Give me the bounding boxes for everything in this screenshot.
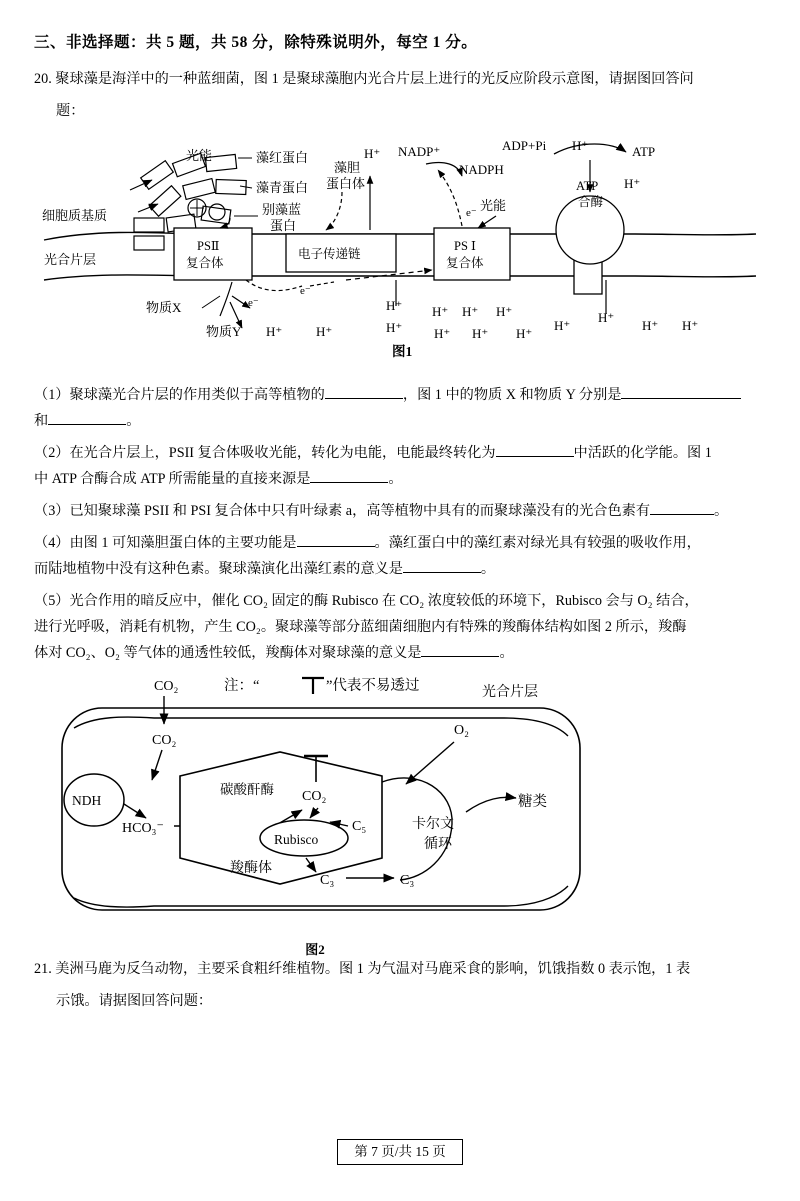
fig1-hplus-b11: H⁺ (554, 318, 571, 333)
page-footer (0, 1139, 800, 1165)
fig2-ndh-label: NDH (72, 793, 102, 808)
question-20-number: 20. (34, 71, 52, 87)
part-1-text-d: 。 (126, 413, 141, 429)
answer-blank[interactable] (650, 514, 714, 515)
answer-blank[interactable] (48, 424, 126, 425)
fig1-allophycocyanin-label-2: 蛋白 (270, 218, 297, 233)
fig1-atpsynthase-label-1: ATP (576, 179, 599, 193)
part-3-label: （3） (34, 503, 70, 519)
fig1-hplus-b12: H⁺ (598, 310, 615, 325)
question-20-stem-line1: 聚球藻是海洋中的一种蓝细菌，图 1 是聚球藻胞内光合片层上进行的光反应阶段示意图，请据图回答问 (55, 71, 694, 87)
part-1-text-b: ，图 1 中的物质 X 和物质 Y 分别是 (402, 387, 622, 403)
section-heading: 三、非选择题：共 5 题，共 58 分，除特殊说明外，每空 1 分。 (34, 34, 478, 51)
question-20-part-2 (34, 440, 766, 492)
figure-1-svg (34, 130, 766, 378)
fig2-thylakoid-label: 光合片层 (482, 685, 538, 700)
fig1-substance-y-label: 物质Y (206, 324, 242, 339)
question-20-part-4 (34, 530, 766, 582)
part-2-text-b: 中活跃的化学能。图 1 (573, 445, 712, 461)
part-2-text-d: 。 (388, 471, 403, 487)
answer-blank[interactable] (421, 656, 499, 657)
fig1-psii-label-2: 复合体 (186, 256, 224, 270)
figure-1-caption: 图1 (392, 344, 413, 359)
fig1-hplus-b1: H⁺ (266, 324, 283, 339)
fig2-co2-inside: CO₂ (152, 733, 177, 748)
part-2-label: （2） (34, 445, 70, 461)
part-5-text-b: 进行光呼吸，消耗有机物，产生 CO₂。聚球藻等部分蓝细菌细胞内有特殊的羧酶体结构如图 2 所示，羧酶 (34, 619, 687, 635)
fig1-hplus-b2: H⁺ (316, 324, 333, 339)
fig1-hplus-b7: H⁺ (496, 304, 513, 319)
fig1-hplus-top-3: H⁺ (624, 176, 641, 191)
part-3-text-b: 。 (714, 503, 729, 519)
figure-1 (34, 130, 766, 378)
fig1-hplus-top-2: H⁺ (572, 138, 589, 153)
fig1-hplus-b9: H⁺ (472, 326, 489, 341)
fig1-eminus-x: e⁻ (248, 297, 259, 309)
part-5-text-c: 体对 CO₂、O₂ 等气体的通透性较低，羧酶体对聚球藻的意义是 (34, 645, 422, 661)
fig1-atp-label: ATP (632, 144, 656, 159)
fig1-psii-label-1: PSⅡ (197, 239, 220, 253)
fig2-calvin-label-2: 循环 (424, 837, 452, 852)
fig1-hplus-b14: H⁺ (682, 318, 699, 333)
question-21-number: 21. (34, 961, 52, 977)
fig1-light-energy-2: 光能 (480, 198, 507, 213)
fig2-c3-left: C₃ (320, 873, 335, 888)
fig1-psi-label-1: PS Ⅰ (454, 239, 476, 253)
page-content (34, 30, 766, 1020)
fig2-sugar-label: 糖类 (518, 794, 547, 810)
part-3-text-a: 已知聚球藻 PSII 和 PSI 复合体中只有叶绿素 a，高等植物中具有的而聚球藻没有的光合色素有 (69, 503, 651, 519)
part-2-text-a: 在光合片层上，PSII 复合体吸收光能，转化为电能，电能最终转化为 (69, 445, 496, 461)
part-1-text-a: 聚球藻光合片层的作用类似于高等植物的 (69, 387, 325, 403)
fig2-carbonic-anhydrase-label: 碳酸酐酶 (220, 782, 274, 797)
part-4-text-b: 。藻红蛋白中的藻红素对绿光具有较强的吸收作用， (374, 535, 701, 551)
fig2-co2-mid: CO₂ (302, 789, 327, 804)
question-20-part-5 (34, 588, 766, 666)
question-20-stem-line2-wrap (34, 98, 766, 124)
part-5-text-a: 光合作用的暗反应中，催化 CO₂ 固定的酶 Rubisco 在 CO₂ 浓度较低的环境下，Rubisco 会与 O₂ 结合， (69, 593, 699, 609)
figure-2-caption: 图2 (305, 942, 325, 957)
answer-blank[interactable] (297, 546, 375, 547)
part-4-text-c: 而陆地植物中没有这种色素。聚球藻演化出藻红素的意义是 (34, 561, 403, 577)
part-4-text-a: 由图 1 可知藻胆蛋白体的主要功能是 (69, 535, 297, 551)
fig1-eminus-psi: e⁻ (466, 207, 477, 219)
answer-blank[interactable] (310, 482, 388, 483)
answer-blank[interactable] (496, 456, 574, 457)
fig2-co2-outside: CO₂ (154, 679, 179, 694)
part-5-label: （5） (34, 593, 70, 609)
fig1-hplus-b4: H⁺ (386, 320, 403, 335)
fig1-psi-label-2: 复合体 (446, 256, 484, 270)
part-4-text-d: 。 (480, 561, 496, 577)
fig1-nadp-label: NADP⁺ (398, 144, 441, 159)
fig1-allophycocyanin-label-1: 别藻蓝 (262, 202, 302, 217)
fig2-note: 注：“ (224, 678, 260, 694)
fig1-adp-pi-label: ADP+Pi (502, 138, 547, 153)
question-21-stem-line2-wrap (34, 988, 766, 1014)
fig1-hplus-top-1: H⁺ (364, 146, 381, 161)
block-symbol-icon (302, 678, 324, 694)
fig1-nadph-label: NADPH (459, 162, 504, 177)
question-20-stem-line2: 题： (56, 103, 85, 119)
fig1-phycobilisome-label-1: 藻胆 (334, 160, 361, 175)
fig2-rubisco-label: Rubisco (274, 832, 319, 847)
fig1-etc-label: 电子传递链 (298, 247, 361, 261)
fig1-hplus-b5: H⁺ (432, 304, 449, 319)
part-4-label: （4） (34, 535, 70, 551)
figure-2-svg (34, 672, 766, 940)
fig1-eminus-etc1: e⁻ (300, 285, 311, 297)
fig2-note-2: ”代表不易透过 (326, 678, 420, 694)
fig1-phycoerythrin-label: 藻红蛋白 (256, 150, 309, 165)
fig2-hco3-left: HCO₃⁻ (122, 821, 164, 836)
fig1-substance-x-label: 物质X (146, 300, 182, 315)
question-21-stem-line2: 示饿。请据图回答问题： (56, 993, 213, 1009)
question-20-part-1 (34, 382, 766, 434)
fig1-hplus-b6: H⁺ (462, 304, 479, 319)
part-2-text-c: 中 ATP 合酶合成 ATP 所需能量的直接来源是 (34, 471, 311, 487)
page-number: 第 7 页/共 15 页 (337, 1139, 463, 1165)
question-21-stem-line1: 美洲马鹿为反刍动物，主要采食粗纤维植物。图 1 为气温对马鹿采食的影响，饥饿指数 0 表示饱，1 表 (55, 961, 691, 977)
part-1-text-c: 和 (34, 413, 49, 429)
fig1-light-energy-label: 光能 (186, 148, 213, 163)
part-5-text-d: 。 (499, 645, 514, 661)
fig1-phycocyanin-label: 藻青蛋白 (256, 180, 309, 195)
answer-blank[interactable] (621, 398, 741, 399)
part-1-label: （1） (34, 387, 70, 403)
fig2-carboxysome-label: 羧酶体 (230, 861, 272, 876)
answer-blank[interactable] (325, 398, 403, 399)
question-20-part-3 (34, 498, 766, 524)
fig1-atpsynthase-label-2: 合酶 (578, 195, 604, 209)
fig1-hplus-b13: H⁺ (642, 318, 659, 333)
fig2-c3-right: C₃ (400, 873, 415, 888)
fig1-hplus-b3: H⁺ (386, 298, 403, 313)
fig2-calvin-label-1: 卡尔文 (412, 817, 454, 832)
fig2-o2-label: O₂ (454, 723, 469, 738)
figure-2 (34, 672, 766, 957)
fig1-cytoplasm-label: 细胞质基质 (42, 208, 108, 223)
question-20-stem (34, 66, 766, 92)
question-21-stem (34, 956, 766, 982)
fig1-hplus-b8: H⁺ (434, 326, 451, 341)
fig1-hplus-b10: H⁺ (516, 326, 533, 341)
fig1-phycobilisome-label-2: 蛋白体 (326, 176, 366, 191)
fig2-c5-label: C₅ (352, 819, 367, 834)
answer-blank[interactable] (403, 572, 481, 573)
fig1-thylakoid-label: 光合片层 (44, 252, 97, 267)
